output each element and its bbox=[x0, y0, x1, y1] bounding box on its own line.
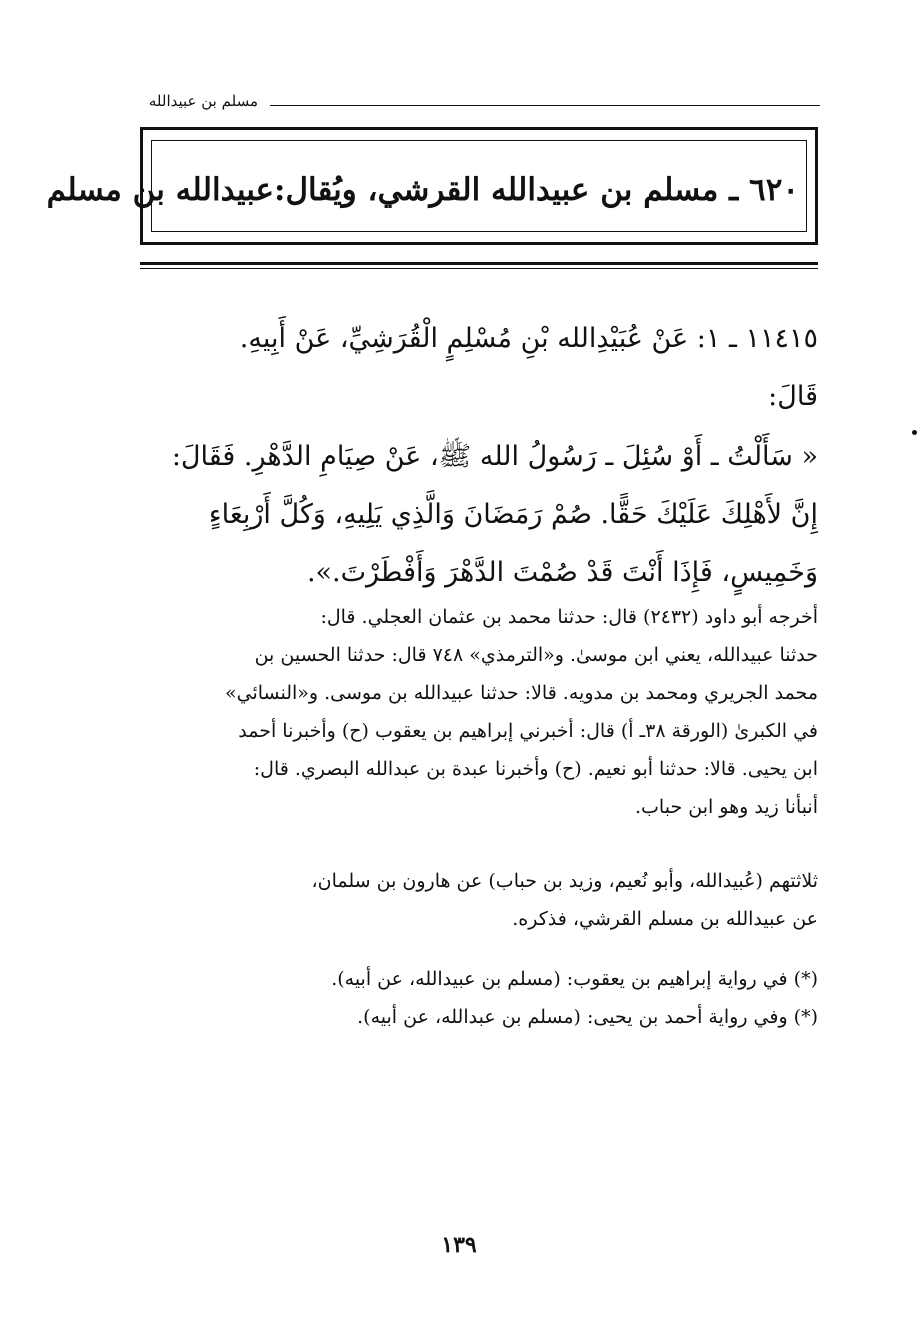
hadith-matn-line: « سَأَلْتُ ـ أَوْ سُئِلَ ـ رَسُولُ الله ﷺ، عَنْ صِيَامِ الدَّهْرِ. فَقَالَ: bbox=[171, 441, 818, 472]
footnote-line: (*) في رواية إبراهيم بن يعقوب: (مسلم بن عبيدالله، عن أبيه). bbox=[331, 968, 818, 990]
summary-line: ثلاثتهم (عُبيدالله، وأبو نُعيم، وزيد بن حباب) عن هارون بن سلمان، bbox=[311, 870, 818, 892]
takhrij-line: أنبأنا زيد وهو ابن حباب. bbox=[635, 796, 818, 818]
takhrij-line: حدثنا عبيدالله، يعني ابن موسىٰ. و«الترمذي» ٧٤٨ قال: حدثنا الحسين بن bbox=[254, 644, 818, 666]
takhrij-paragraph bbox=[128, 598, 818, 826]
entry-title: ٦٢٠ ـ مسلم بن عبيدالله القرشي، ويُقال:عبيدالله بن مسلم bbox=[46, 172, 799, 208]
footnotes bbox=[128, 960, 818, 1036]
hadith-matn-line: وَخَمِيسٍ، فَإِذَا أَنْتَ قَدْ صُمْتَ الدَّهْرَ وَأَفْطَرْتَ.». bbox=[306, 557, 818, 588]
running-header-text: مسلم بن عبيدالله bbox=[148, 92, 258, 110]
takhrij-line: في الكبرىٰ (الورقة ٣٨ـ أ) قال: أخبرني إبراهيم بن يعقوب (ح) وأخبرنا أحمد bbox=[238, 720, 818, 742]
entry-title-box bbox=[46, 127, 818, 245]
takhrij-line: محمد الجريري ومحمد بن مدويه. قالا: حدثنا عبيدالله بن موسى. و«النسائي» bbox=[224, 682, 818, 704]
title-underrule bbox=[140, 262, 818, 265]
hadith-isnad bbox=[128, 310, 818, 426]
margin-dot bbox=[912, 430, 917, 435]
hadith-qala-line: قَالَ: bbox=[768, 381, 818, 412]
hadith-matn bbox=[128, 428, 818, 602]
hadith-matn-line: إِنَّ لأَهْلِكَ عَلَيْكَ حَقًّا. صُمْ رَمَضَانَ وَالَّذِي يَلِيهِ، وَكُلَّ أَرْبِعَاءٍ bbox=[208, 499, 818, 530]
header-rule bbox=[270, 105, 820, 106]
footnote-line: (*) وفي رواية أحمد بن يحيى: (مسلم بن عبدالله، عن أبيه). bbox=[357, 1006, 818, 1028]
running-header bbox=[140, 92, 820, 114]
title-underrule-thin bbox=[140, 268, 818, 269]
takhrij-line: ابن يحيى. قالا: حدثنا أبو نعيم. (ح) وأخبرنا عبدة بن عبدالله البصري. قال: bbox=[253, 758, 818, 780]
hadith-isnad-line: ١١٤١٥ ـ ١: عَنْ عُبَيْدِالله بْنِ مُسْلِمٍ الْقُرَشِيِّ، عَنْ أَبِيهِ. bbox=[239, 323, 818, 354]
page-number: ١٣٩ bbox=[441, 1232, 477, 1258]
takhrij-line: أخرجه أبو داود (٢٤٣٢) قال: حدثنا محمد بن عثمان العجلي. قال: bbox=[320, 606, 818, 628]
takhrij-summary bbox=[128, 862, 818, 938]
summary-line: عن عبيدالله بن مسلم القرشي، فذكره. bbox=[512, 908, 818, 930]
